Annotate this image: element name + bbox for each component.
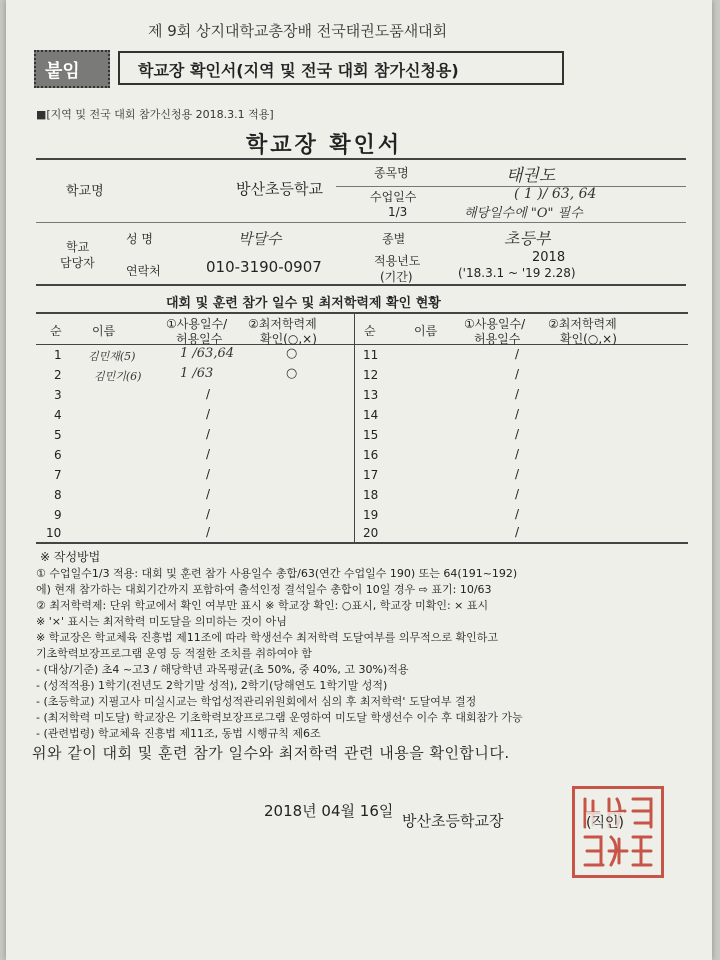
row-num: 12 — [363, 368, 379, 382]
attachment-badge — [34, 50, 110, 88]
name-label: 성 명 — [126, 232, 153, 246]
table-row — [355, 445, 688, 465]
period-value: ('18.3.1 ~ '19 2.28) — [458, 266, 576, 280]
school-label: 학교명 — [66, 184, 104, 199]
name-value: 박달수 — [238, 230, 282, 248]
table-row — [36, 523, 354, 543]
document-title: 학교장 확인서 — [246, 133, 403, 158]
contact-label: 연락처 — [126, 264, 161, 278]
row-days: / — [206, 467, 211, 481]
row-name: 김민기(6) — [94, 370, 142, 383]
header-days-2-right: 허용일수 — [474, 332, 521, 346]
table-row — [36, 465, 354, 485]
row-days: / — [206, 487, 211, 501]
table-row — [36, 505, 354, 525]
row-num: 15 — [363, 428, 379, 442]
header-name: 이름 — [92, 324, 116, 338]
instruction-line: ② 최저학력제: 단위 학교에서 확인 여부만 표시 ※ 학교장 확인: ○표시, 학교장 미확인: × 표시 — [36, 599, 489, 612]
row-days: / — [206, 407, 211, 421]
row-days: / — [206, 507, 211, 521]
table-row — [355, 465, 688, 485]
table-row — [36, 345, 354, 365]
table-row — [36, 425, 354, 445]
row-num: 17 — [363, 468, 379, 482]
row-days: / — [515, 487, 520, 501]
row-num: 19 — [363, 508, 379, 522]
instruction-line: - (최저학력 미도달) 학교장은 기초학력보장프로그램 운영하여 미도달 학생선수 이수 후 대회참가 가능 — [36, 711, 523, 724]
row-num: 10 — [46, 526, 62, 540]
header-days-1: ①사용일수/ — [166, 317, 228, 331]
row-days: / — [515, 447, 520, 461]
instruction-line: - (성적적용) 1학기(전년도 2학기말 성적), 2학기(당해연도 1학기말 성적) — [36, 679, 388, 692]
row-num: 20 — [363, 526, 379, 540]
row-days: 1 /63 — [180, 366, 214, 381]
instruction-line: - (대상/기준) 초4 ~고3 / 해당학년 과목평균(초 50%, 중 40%, 고 30%)적용 — [36, 663, 409, 676]
row-num: 9 — [54, 508, 62, 522]
table-row — [355, 505, 688, 525]
instructions-title: ※ 작성방법 — [40, 550, 101, 564]
school-value: 방산초등학교 — [236, 180, 323, 198]
instruction-line: ※ '×' 표시는 최저학력 미도달을 의미하는 것이 아님 — [36, 615, 287, 628]
year-value: 2018 — [532, 250, 566, 265]
table-row — [355, 425, 688, 445]
header-name-right: 이름 — [414, 324, 438, 338]
days-label-1: 수업일수 — [370, 190, 417, 204]
seal-glyphs-icon — [575, 789, 661, 875]
row-days: / — [515, 407, 520, 421]
instruction-line: ※ 학교장은 학교체육 진흥법 제11조에 따라 학생선수 최저학력 도달여부를 의무적으로 확인하고 — [36, 631, 498, 644]
row-days: / — [206, 427, 211, 441]
confirm-text: 위와 같이 대회 및 훈련 참가 일수와 최저학력 관련 내용을 확인합니다. — [32, 744, 510, 762]
instruction-line: ① 수업일수1/3 적용: 대회 및 훈련 참가 사용일수 총합/63(연간 수업일수 190) 또는 64(191~192) — [36, 567, 518, 580]
row-num: 18 — [363, 488, 379, 502]
days-label-2: 1/3 — [388, 205, 408, 219]
event-title: 제 9회 상지대학교총장배 전국태권도품새대회 — [148, 22, 448, 40]
row-num: 7 — [54, 468, 62, 482]
row-check: ○ — [286, 346, 298, 361]
table-row — [36, 445, 354, 465]
participation-table — [36, 312, 688, 544]
header-days-1-right: ①사용일수/ — [464, 317, 526, 331]
event-value: 태권도 — [506, 166, 556, 186]
row-num: 14 — [363, 408, 379, 422]
row-num: 6 — [54, 448, 62, 462]
header-num: 순 — [50, 324, 62, 338]
year-label-1: 적용년도 — [374, 254, 421, 268]
document-page — [6, 0, 712, 960]
row-num: 5 — [54, 428, 62, 442]
table-row — [36, 385, 354, 405]
contact-value: 010-3190-0907 — [206, 258, 322, 276]
header-min-1-right: ②최저학력제 — [548, 317, 617, 331]
row-num: 16 — [363, 448, 379, 462]
table-row — [355, 345, 688, 365]
row-days: / — [515, 387, 520, 401]
row-days: / — [515, 525, 520, 539]
banner-text: 학교장 확인서(지역 및 전국 대회 참가신청용) — [138, 61, 459, 80]
row-days: / — [515, 367, 520, 381]
issue-date: 2018년 04월 16일 — [264, 802, 394, 820]
event-label: 종목명 — [374, 166, 409, 180]
days-value: ( 1 )/ 63, 64 — [514, 186, 597, 202]
division-value: 초등부 — [504, 229, 551, 248]
table-row — [36, 485, 354, 505]
table-title: 대회 및 훈련 참가 일수 및 최저학력제 확인 현황 — [166, 296, 441, 311]
row-days: / — [206, 447, 211, 461]
instruction-line: - (관련법령) 학교체육 진흥법 제11조, 동법 시행규칙 제6조 — [36, 727, 321, 740]
row-days: / — [515, 427, 520, 441]
instruction-line: - (초등학교) 지필고사 미실시교는 학업성적관리위원회에서 심의 후 최저학력' 도달여부 결정 — [36, 695, 477, 708]
days-note: 해당일수에 "O" 필수 — [464, 206, 583, 221]
division-label: 종별 — [382, 232, 406, 246]
instruction-line: 에) 현재 참가하는 대회기간까지 포함하여 출석인정 결석일수 총합이 10일 경우 ⇨ 표기: 10/63 — [36, 583, 492, 596]
row-days: 1 /63,64 — [180, 346, 234, 361]
info-block — [36, 158, 686, 286]
row-days: / — [515, 507, 520, 521]
row-num: 4 — [54, 408, 62, 422]
table-row — [36, 405, 354, 425]
instruction-line: 기초학력보장프로그램 운영 등 적절한 조치를 취하여야 함 — [36, 647, 313, 660]
header-min-1: ②최저학력제 — [248, 317, 317, 331]
header-days-2: 허용일수 — [176, 332, 223, 346]
attachment-banner — [118, 51, 564, 85]
row-num: 8 — [54, 488, 62, 502]
row-days: / — [206, 525, 211, 539]
row-days: / — [515, 347, 520, 361]
table-row — [355, 385, 688, 405]
table-row — [355, 523, 688, 543]
row-num: 11 — [363, 348, 379, 362]
row-num: 2 — [54, 368, 62, 382]
signer: 방산초등학교장 — [402, 812, 504, 830]
table-row — [36, 365, 354, 385]
row-days: / — [515, 467, 520, 481]
row-num: 1 — [54, 348, 62, 362]
row-name: 김민재(5) — [88, 350, 136, 363]
row-num: 13 — [363, 388, 379, 402]
table-row — [355, 485, 688, 505]
row-days: / — [206, 387, 211, 401]
official-seal — [572, 786, 664, 878]
manager-label-1: 학교 — [66, 240, 90, 254]
year-label-2: (기간) — [380, 270, 413, 284]
table-row — [355, 405, 688, 425]
row-num: 3 — [54, 388, 62, 402]
table-row — [355, 365, 688, 385]
row-check: ○ — [286, 366, 298, 381]
header-min-2-right: 확인(○,×) — [560, 332, 617, 346]
header-min-2: 확인(○,×) — [260, 332, 317, 346]
badge-label: 붙임 — [45, 61, 80, 82]
note: ■[지역 및 전국 대회 참가신청용 2018.3.1 적용] — [36, 108, 274, 121]
seal-label: (직인) — [586, 812, 624, 832]
manager-label-2: 담당자 — [60, 256, 95, 270]
header-num-right: 순 — [364, 324, 376, 338]
